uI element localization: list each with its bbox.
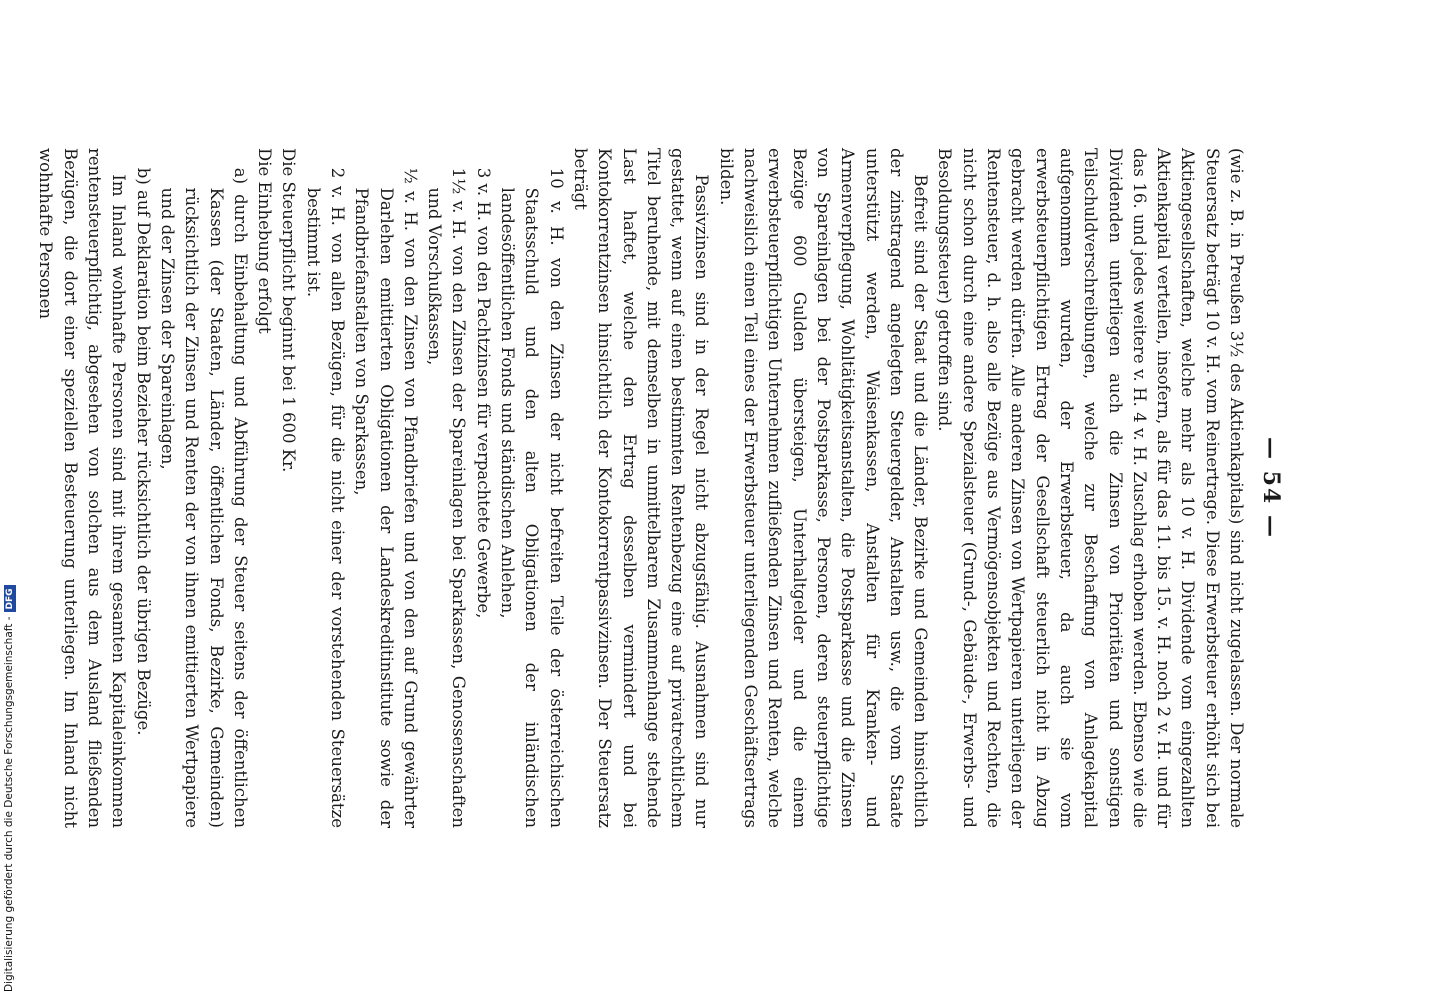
collection-intro: Die Einhebung erfolgt — [255, 148, 275, 334]
page-number: — 54 — — [1258, 437, 1284, 539]
paragraph-passive-interest: Passivzinsen sind in der Regel nicht abzugsfähig. Ausnahmen sind nur gestattet, wenn auf einen bestimmten Rentenbezug eine auf privatrechtlichem Titel beruhende, mit demselben in unmittelbarem Zusammenhange stehende Last haftet, welche den Ertrag desselben vermindert und bei Kontokorrentzinsen hinsichtlich der Kontokorrentpassivzinsen. Der Steuersatz beträgt — [570, 148, 712, 828]
rate-item: 2 v. H. von allen Bezügen, für die nicht einer der vorstehenden Steuersätze bestimmt ist. — [303, 167, 348, 828]
rate-item: 1½ v. H. von den Zinsen der Spareinlagen bei Sparkassen, Genossenschaften und Vorschußkassen, — [425, 167, 469, 828]
duty-start-line: Die Steuerpflicht beginnt bei 1 600 Kr. — [279, 148, 299, 473]
rate-item: 10 v. H. von den Zinsen der nicht befreiten Teile der österreichischen Staatsschuld und den alten Obligationen der inländischen landesöffentlichen Fonds und ständischen Anlehen, — [498, 167, 566, 828]
collection-item: b) auf Deklaration beim Bezieher rücksichtlich der übrigen Bezüge. — [133, 167, 153, 736]
document-page — [36, 148, 1290, 828]
dfg-logo: DFG — [4, 585, 16, 612]
digitization-note-text: Digitalisierung gefördert durch die Deutsche Forschungsgemeinschaft - — [3, 616, 15, 992]
paragraph-residents: Im Inland wohnhafte Personen sind mit ihrem gesamten Kapitaleinkommen rentensteuerpflichtig, abgesehen von solchen aus dem Ausland fließenden Bezügen, die dort einer speziellen Besteuerung unterliegen. Im Inland nicht wohnhafte Personen — [36, 148, 129, 828]
rate-item: ½ v. H. von den Zinsen von Pfandbriefen und von den auf Grund gewährter Darlehen emittierten Obligationen der Landeskreditinstitute sowie der Pfandbriefanstalten von Sparkassen, — [352, 167, 420, 828]
rate-item: 3 v. H. von den Pachtzinsen für verpachtete Gewerbe, — [473, 167, 493, 619]
paragraph-exemptions: Befreit sind der Staat und die Länder, Bezirke und Gemeinden hinsichtlich der zinstragend angelegten Steuergelder, Anstalten usw., die vom Staate unterstützt werden, Waisenkassen, Anstalten für Kranken- und Armenverpflegung, Wohltätigkeitsanstalten, die Postsparkasse und die Zinsen von Spareinlagen bei der Postsparkasse, Personen, deren steuerpflichtige Bezüge 600 Gulden übersteigen, Unterhaltgelder und die einem erwerbsteuerpflichtigen Unternehmen zufließenden Zinsen und Renten, welche nachweislich einen Teil eines der Erwerbsteuer unterliegenden Geschäftsertrags bilden. — [716, 148, 931, 828]
digitization-note — [2, 572, 16, 992]
collection-item: a) durch Einbehaltung und Abführung der Steuer seitens der öffentlichen Kassen (der Staaten, Länder, öffentlichen Fonds, Bezirke, Gemeinden) rücksichtlich der Zinsen und Renten der von ihnen emittierten Wertpapiere und der Zinsen der Spareinlagen, — [157, 167, 250, 828]
paragraph-capital-rules: (wie z. B. in Preußen 3½ des Aktienkapitals) sind nicht zugelassen. Der normale Steuersatz beträgt 10 v. H. vom Reinertrage. Diese Erwerbsteuer erhöht sich bei Aktiengesellschaften, welche mehr als 10 v. H. Dividende vom eingezahlten Aktienkapital verteilen, insofern, als für das 11. bis 15. v. H. noch 2 v. H. und für das 16. und jedes weitere v. H. 4 v. H. Zuschlag erhoben werden. Ebenso wie die Dividenden unterliegen auch die Zinsen von Prioritäten und sonstigen Teilschuldverschreibungen, welche zur Beschaffung von Anlagekapital aufgenommen wurden, der Erwerbsteuer, da auch sie vom erwerbsteuerpflichtigen Ertrag der Gesellschaft steuerlich nicht in Abzug gebracht werden dürfen. Alle anderen Zinsen von Wertpapieren unterliegen der Rentensteuer, d. h. also alle Bezüge aus Vermögensobjekten und Rechten, die nicht schon durch eine andere Spezialsteuer (Grund-, Gebäude-, Erwerbs- und Besoldungssteuer) getroffen sind. — [935, 148, 1246, 828]
